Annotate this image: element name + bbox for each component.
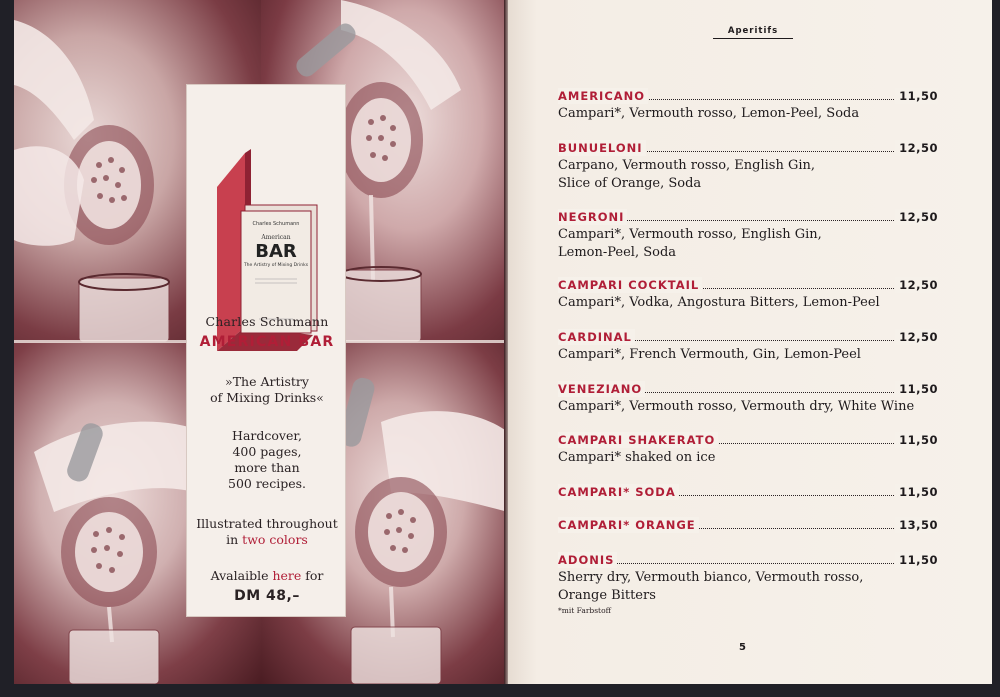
- drink-name: AMERICANO: [558, 88, 648, 104]
- ad-avail-suffix: for: [301, 568, 324, 583]
- drink-price: 12,50: [895, 329, 938, 345]
- drink-entry: [558, 140, 938, 192]
- drink-ingredients: Carpano, Vermouth rosso, English Gin,: [558, 158, 816, 173]
- drink-name: CAMPARI COCKTAIL: [558, 277, 702, 293]
- ad-subtitle-line: »The Artistry: [225, 374, 309, 389]
- drink-header: [558, 552, 938, 568]
- drink-entry: [558, 88, 938, 122]
- drink-ingredients: Campari*, Vodka, Angostura Bitters, Lemon-Peel: [558, 295, 880, 310]
- ad-specs: [197, 428, 337, 492]
- drink-ingredients: Campari* shaked on ice: [558, 450, 716, 465]
- drink-header: [558, 484, 938, 500]
- drink-ingredients: Sherry dry, Vermouth bianco, Vermouth rosso,: [558, 570, 864, 585]
- drink-price: 12,50: [895, 209, 938, 225]
- ad-illustrated-note: [189, 516, 345, 548]
- book-cover-title: BAR: [255, 241, 297, 262]
- drink-header: [558, 329, 938, 345]
- ad-spec-line: 400 pages,: [232, 444, 302, 459]
- drink-name: CARDINAL: [558, 329, 635, 345]
- ad-price: DM 48,–: [234, 588, 300, 604]
- drink-ingredients: Lemon-Peel, Soda: [558, 245, 677, 260]
- book-cover-author: Charles Schumann: [252, 221, 300, 227]
- book-advertisement: [186, 84, 346, 617]
- drink-entry: [558, 517, 938, 533]
- drink-name: CAMPARI* SODA: [558, 484, 679, 500]
- drink-entry: [558, 209, 938, 261]
- ad-spec-line: Hardcover,: [232, 428, 302, 443]
- book-cover-subtitle: The Artistry of Mixing Drinks: [243, 263, 309, 268]
- drink-ingredients: Campari*, Vermouth rosso, Vermouth dry, White Wine: [558, 399, 915, 414]
- section-title: Aperitifs: [713, 26, 793, 39]
- drink-ingredients: Campari*, Vermouth rosso, Lemon-Peel, Soda: [558, 106, 860, 121]
- drink-ingredients: Campari*, Vermouth rosso, English Gin,: [558, 227, 822, 242]
- ad-subtitle-line: of Mixing Drinks«: [210, 390, 324, 405]
- drink-header: [558, 88, 938, 104]
- ad-illus-colors: two colors: [242, 532, 308, 547]
- drink-entry: [558, 552, 938, 604]
- ad-illus-prefix: in: [226, 532, 243, 547]
- right-page-menu: [508, 0, 992, 684]
- drink-name: CAMPARI SHAKERATO: [558, 432, 718, 448]
- ad-illus-line: [189, 532, 345, 548]
- drink-name: ADONIS: [558, 552, 617, 568]
- page-number: 5: [739, 642, 746, 653]
- drink-header: [558, 517, 938, 533]
- drink-ingredients: Orange Bitters: [558, 588, 656, 603]
- ad-spec-line: 500 recipes.: [228, 476, 306, 491]
- drink-entry: [558, 277, 938, 311]
- drink-price: 11,50: [895, 484, 938, 500]
- left-page: [14, 0, 508, 684]
- drink-header: [558, 140, 938, 156]
- drink-price: 13,50: [895, 517, 938, 533]
- ad-avail-here: here: [272, 568, 302, 583]
- drink-price: 12,50: [895, 140, 938, 156]
- drink-entry: [558, 484, 938, 500]
- ad-avail-prefix: Avalaible: [210, 568, 273, 583]
- drink-price: 12,50: [895, 277, 938, 293]
- drink-price: 11,50: [895, 88, 938, 104]
- ad-illus-line: Illustrated throughout: [196, 516, 338, 531]
- drink-ingredients: Slice of Orange, Soda: [558, 176, 702, 191]
- ad-spec-line: more than: [234, 460, 300, 475]
- drink-header: [558, 209, 938, 225]
- ad-author: Charles Schumann: [205, 314, 329, 329]
- drink-header: [558, 432, 938, 448]
- drink-price: 11,50: [895, 552, 938, 568]
- drink-entry: [558, 381, 938, 415]
- drink-ingredients: Campari*, French Vermouth, Gin, Lemon-Peel: [558, 347, 861, 362]
- ad-title: AMERICAN BAR: [199, 334, 335, 350]
- ad-subtitle: [197, 374, 337, 406]
- drink-name: BUNUELONI: [558, 140, 646, 156]
- drink-name: NEGRONI: [558, 209, 627, 225]
- book-cover-small: American: [261, 234, 291, 241]
- ad-availability: [191, 568, 343, 583]
- drink-header: [558, 381, 938, 397]
- drink-header: [558, 277, 938, 293]
- drink-name: VENEZIANO: [558, 381, 645, 397]
- drink-price: 11,50: [895, 381, 938, 397]
- drink-entry: [558, 329, 938, 363]
- drink-entry: [558, 432, 938, 466]
- drink-price: 11,50: [895, 432, 938, 448]
- footnote: *mit Farbstoff: [558, 606, 611, 615]
- drink-name: CAMPARI* ORANGE: [558, 517, 699, 533]
